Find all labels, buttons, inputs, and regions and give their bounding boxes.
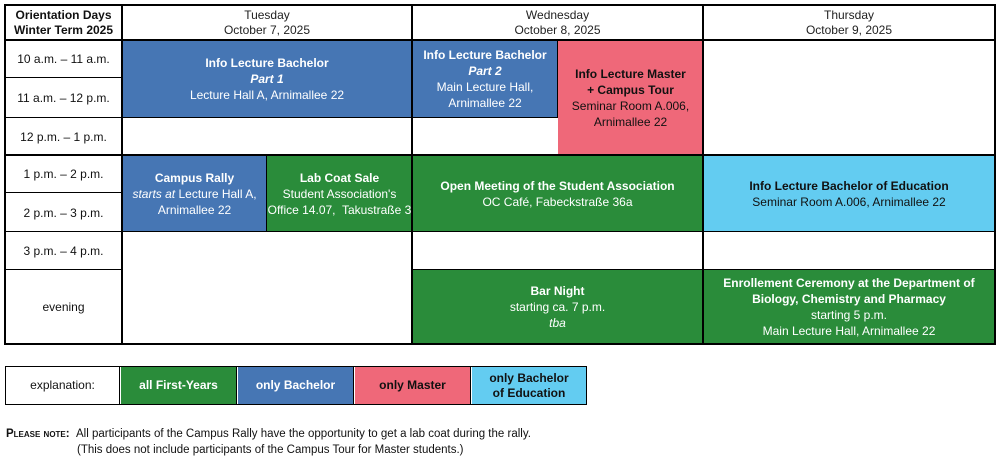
grid-line bbox=[4, 39, 996, 41]
event-subtitle: Part 2 bbox=[468, 64, 502, 78]
grid-line bbox=[122, 117, 558, 118]
time-slot: 3 p.m. – 4 p.m. bbox=[23, 244, 104, 258]
event-location: Arnimallee 22 bbox=[448, 96, 522, 110]
event-location: Student Association's bbox=[282, 186, 397, 201]
grid-line bbox=[4, 154, 996, 156]
grid-line bbox=[702, 4, 704, 345]
grid-line bbox=[4, 77, 122, 78]
legend-item-all-first-years: all First-Years bbox=[121, 367, 237, 404]
grid-line bbox=[4, 343, 996, 345]
grid-line bbox=[4, 4, 6, 345]
time-slot: 11 a.m. – 12 p.m. bbox=[17, 91, 110, 105]
event-time: starting 5 p.m. bbox=[810, 308, 888, 322]
event-title: Info Lecture Master bbox=[575, 66, 686, 81]
grid-line bbox=[4, 192, 122, 193]
event-title: Lab Coat Sale bbox=[299, 170, 380, 185]
day-name: Wednesday bbox=[525, 7, 590, 22]
corner-line2: Winter Term 2025 bbox=[13, 22, 114, 37]
event-time: starting ca. 7 p.m. bbox=[509, 300, 606, 314]
grid-line bbox=[121, 4, 123, 345]
event-location: Office 14.07, Takustraße 3 bbox=[267, 202, 412, 217]
legend-label: explanation: bbox=[6, 367, 120, 404]
grid-line bbox=[412, 269, 996, 270]
table-corner-title bbox=[5, 5, 122, 40]
event-title: Info Lecture Bachelor of Education bbox=[749, 178, 949, 193]
event-location: OC Café, Fabeckstraße 36a bbox=[482, 194, 633, 209]
day-date: October 7, 2025 bbox=[223, 22, 311, 37]
event-bar-night bbox=[412, 270, 703, 344]
legend-item-line1: only Bachelor bbox=[489, 370, 569, 385]
event-info-lecture-master bbox=[558, 40, 703, 155]
legend-item-only-bachelor: only Bachelor bbox=[238, 367, 354, 404]
time-slot: 2 p.m. – 3 p.m. bbox=[23, 205, 104, 220]
note-line1 bbox=[6, 426, 531, 442]
event-lab-coat-sale bbox=[267, 155, 412, 232]
event-open-meeting bbox=[412, 155, 703, 232]
event-location: Seminar Room A.006, Arnimallee 22 bbox=[752, 194, 946, 209]
day-name: Thursday bbox=[823, 7, 875, 22]
event-location: Arnimallee 22 bbox=[593, 114, 668, 129]
grid-line bbox=[4, 269, 122, 270]
event-location: Main Lecture Hall, bbox=[436, 80, 534, 94]
legend-item-only-bachelor-education bbox=[472, 367, 586, 404]
grid-line bbox=[4, 117, 122, 118]
event-info-lecture-bachelor-part1 bbox=[122, 40, 412, 118]
event-title: Info Lecture Bachelor bbox=[423, 48, 547, 62]
grid-line bbox=[411, 4, 413, 345]
event-location: Main Lecture Hall, Arnimallee 22 bbox=[762, 324, 936, 338]
event-title: Biology, Chemistry and Pharmacy bbox=[752, 292, 946, 306]
event-enrollment-ceremony bbox=[703, 270, 995, 344]
event-title: Open Meeting of the Student Association bbox=[440, 178, 675, 193]
event-subtitle: Part 1 bbox=[250, 72, 284, 86]
note-text: All participants of the Campus Rally have the opportunity to get a lab coat during the rally. bbox=[75, 428, 531, 440]
event-location bbox=[132, 186, 256, 202]
grid-line bbox=[4, 231, 996, 232]
event-location: tba bbox=[549, 316, 566, 330]
event-location: Seminar Room A.006, bbox=[571, 98, 690, 113]
starts-at-label: starts at bbox=[132, 186, 176, 201]
grid-line bbox=[4, 4, 996, 6]
event-title: + Campus Tour bbox=[587, 82, 674, 97]
grid-line bbox=[266, 155, 267, 232]
event-title: Bar Night bbox=[530, 284, 585, 298]
note-line2: (This does not include participants of the Campus Tour for Master students.) bbox=[77, 444, 464, 456]
grid-line bbox=[994, 4, 996, 345]
time-slot: 10 a.m. – 11 a.m. bbox=[17, 52, 110, 66]
note-label: Please note: bbox=[6, 428, 70, 440]
event-info-lecture-education bbox=[703, 155, 995, 232]
day-header-wednesday bbox=[412, 5, 703, 40]
time-slot: evening bbox=[42, 300, 85, 314]
event-campus-rally bbox=[122, 155, 267, 232]
event-title: Campus Rally bbox=[154, 170, 235, 185]
legend-item-only-master: only Master bbox=[355, 367, 471, 404]
day-name: Tuesday bbox=[244, 7, 290, 22]
event-title: Enrollement Ceremony at the Department of bbox=[723, 276, 975, 290]
day-date: October 9, 2025 bbox=[805, 22, 893, 37]
event-location-line1: Lecture Hall A, bbox=[178, 186, 257, 201]
time-slot: 12 p.m. – 1 p.m. bbox=[20, 129, 107, 144]
day-date: October 8, 2025 bbox=[514, 22, 601, 37]
event-location: Lecture Hall A, Arnimallee 22 bbox=[189, 88, 345, 102]
grid-line bbox=[557, 40, 558, 118]
legend-item-line2: of Education bbox=[492, 385, 566, 400]
day-header-thursday bbox=[703, 5, 995, 40]
event-info-lecture-bachelor-part2 bbox=[412, 40, 558, 118]
time-slot: 1 p.m. – 2 p.m. bbox=[23, 167, 104, 181]
event-title: Info Lecture Bachelor bbox=[205, 56, 329, 70]
corner-line1: Orientation Days bbox=[15, 7, 112, 22]
day-header-tuesday bbox=[122, 5, 412, 40]
event-location: Arnimallee 22 bbox=[157, 202, 232, 217]
